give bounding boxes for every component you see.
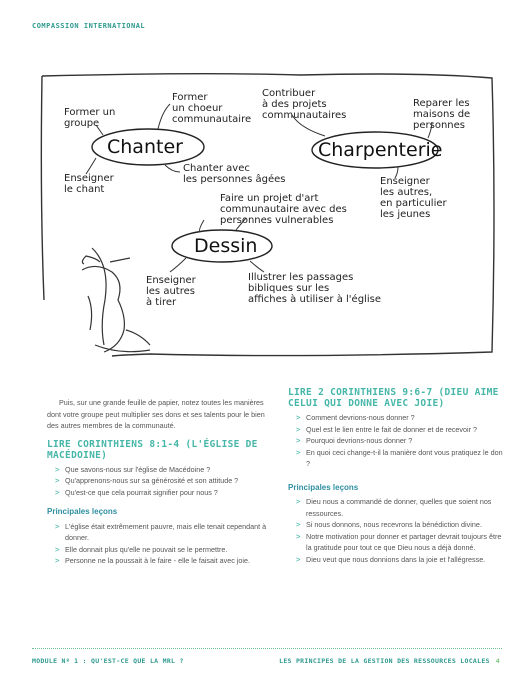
left-lessons — [47, 521, 277, 567]
list-item: > Quel est le lien entre le fait de donner et de recevoir ? — [296, 424, 503, 436]
list-item: > En quoi ceci change-t-il la manière dont vous pratiquez le don ? — [296, 447, 503, 470]
footer-module-title: MODULE Nº 1 : QU'EST-CE QUE LA MRL ? — [32, 657, 184, 665]
right-heading: LIRE 2 CORINTHIENS 9:6-7 (DIEU AIME CELUI QUI DONNE AVEC JOIE) — [288, 387, 499, 409]
chanter-branch-3: Enseigner le chant — [64, 173, 114, 195]
list-item: > Elle donnait plus qu'elle ne pouvait se le permettre. — [55, 544, 277, 556]
list-item: > Que savons-nous sur l'église de Macédoine ? — [55, 464, 277, 476]
charpenterie-branch-1: Contribuer à des projets communautaires — [262, 88, 347, 121]
list-item: > Qu'apprenons-nous sur sa générosité et son attitude ? — [55, 475, 277, 487]
dessin-branch-3: Illustrer les passages bibliques sur les affiches à utiliser à l'église — [248, 272, 381, 305]
right-lessons — [288, 496, 503, 565]
list-item: > Notre motivation pour donner et partager devrait toujours être la gratitude pour tout ce que Dieu nous a déjà donné. — [296, 531, 503, 554]
left-questions — [47, 464, 277, 499]
list-item: > Si nous donnons, nous recevrons la bénédiction divine. — [296, 519, 503, 531]
footer-section-label: LES PRINCIPES DE LA GESTION DES RESSOURCES LOCALES — [279, 657, 490, 665]
person-sketch — [82, 248, 150, 352]
right-questions — [288, 412, 503, 470]
right-column — [288, 387, 503, 565]
footer-section-title — [279, 657, 500, 665]
list-item: > Qu'est-ce que cela pourrait signifier pour nous ? — [55, 487, 277, 499]
left-column — [47, 397, 277, 567]
list-item: > Dieu nous a commandé de donner, quelles que soient nos ressources. — [296, 496, 503, 519]
charpenterie-branch-3: Enseigner les autres, en particulier les jeunes — [380, 176, 447, 220]
list-item: > L'église était extrêmement pauvre, mais elle tenait cependant à donner. — [55, 521, 277, 544]
dessin-branch-2: Enseigner les autres à tirer — [146, 275, 196, 308]
left-heading: LIRE CORINTHIENS 8:1-4 (L'ÉGLISE DE MACÉDOINE) — [47, 438, 258, 461]
charpenterie-title: Charpenterie — [318, 139, 443, 161]
dessin-branch-1: Faire un projet d'art communautaire avec des personnes vulnerables — [220, 193, 347, 226]
chanter-branch-2: Former un choeur communautaire — [172, 92, 252, 125]
list-item: > Dieu veut que nous donnions dans la joie et l'allégresse. — [296, 554, 503, 566]
intro-paragraph: Puis, sur une grande feuille de papier, notez toutes les manières dont votre groupe peut multiplier ses dons et ses talents pour le bien des autres membres de la communauté. — [47, 398, 265, 430]
chanter-branch-4: Chanter avec les personnes âgées — [183, 163, 286, 185]
dessin-title: Dessin — [194, 235, 258, 257]
footer-divider — [32, 648, 502, 649]
chanter-title: Chanter — [107, 136, 183, 158]
charpenterie-branch-2: Reparer les maisons de personnes — [413, 98, 471, 131]
chanter-branch-1: Former un groupe — [64, 107, 116, 129]
right-lessons-title: Principales leçons — [288, 482, 359, 492]
list-item: > Personne ne la poussait à le faire - elle le faisait avec joie. — [55, 555, 277, 567]
left-lessons-title: Principales leçons — [47, 507, 118, 516]
list-item: > Comment devrions-nous donner ? — [296, 412, 503, 424]
page-number: 4 — [495, 657, 500, 665]
brand-header: COMPASSION INTERNATIONAL — [32, 22, 146, 30]
list-item: > Pourquoi devrions-nous donner ? — [296, 435, 503, 447]
